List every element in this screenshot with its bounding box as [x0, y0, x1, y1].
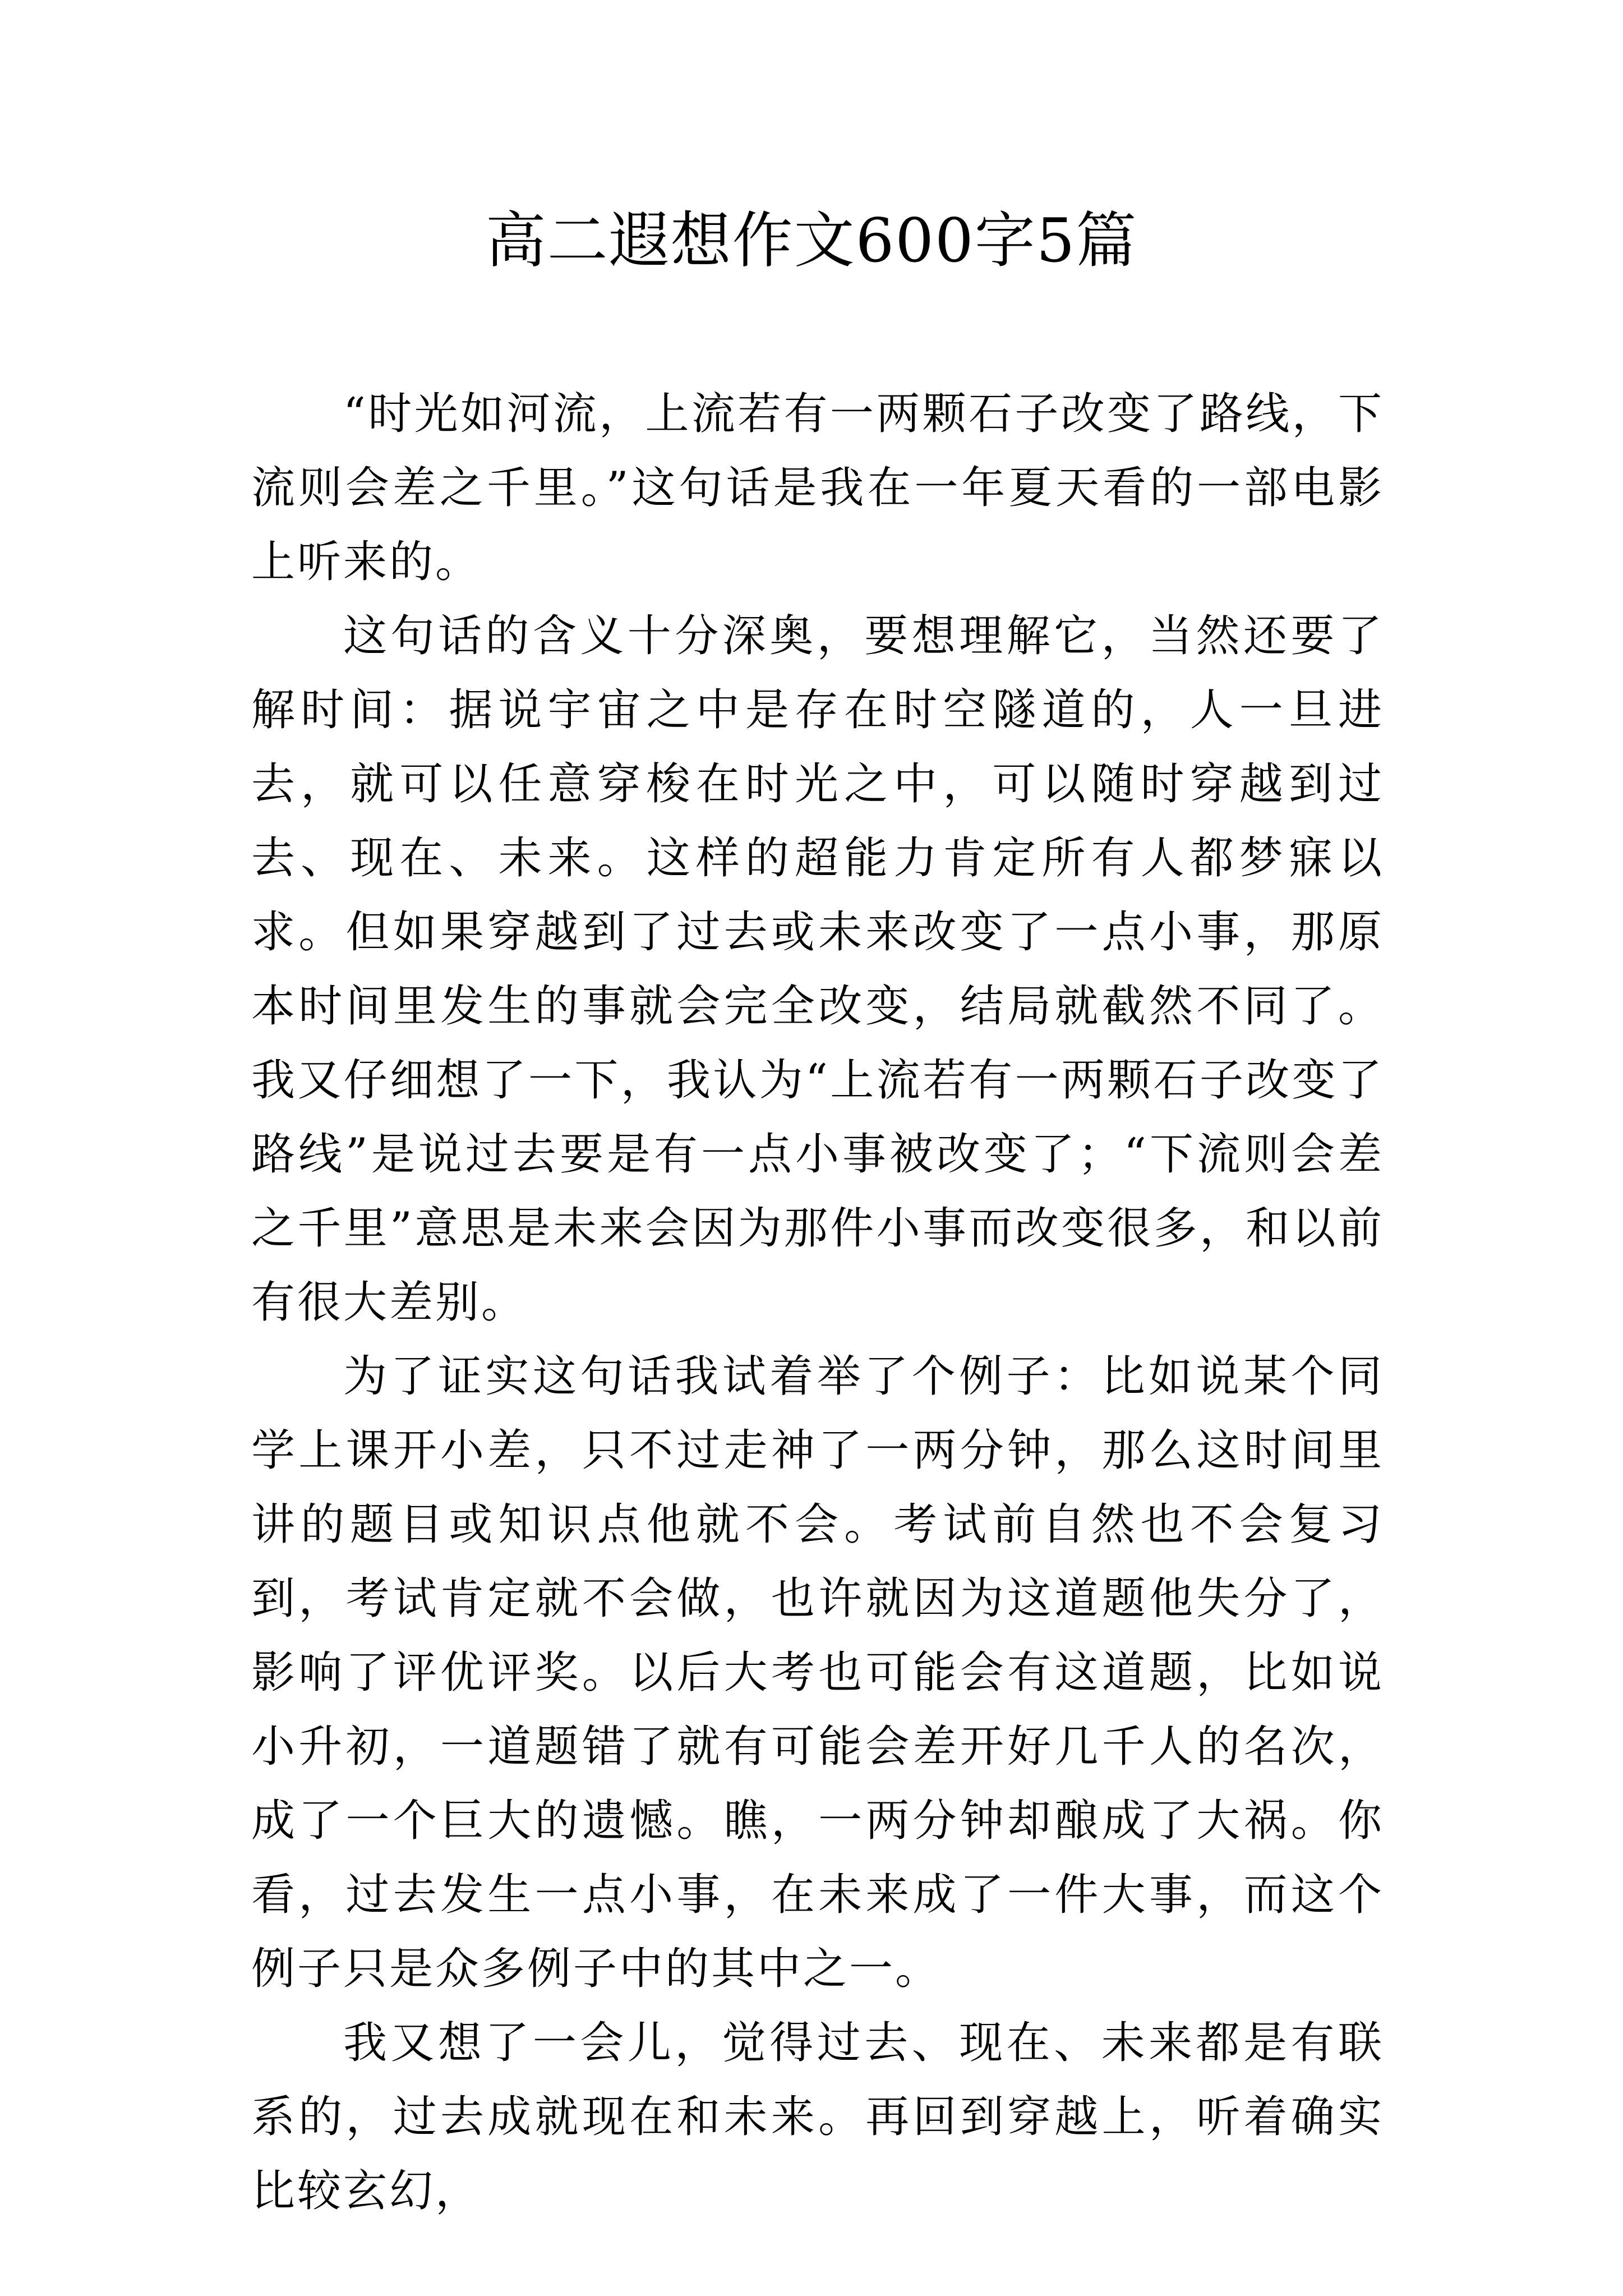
paragraph-2: 这句话的含义十分深奥，要想理解它，当然还要了解时间：据说宇宙之中是存在时空隧道的，人一旦进去，就可以任意穿梭在时光之中，可以随时穿越到过去、现在、未来。这样的超能力肯定所有人都梦寐以求。但如果穿越到了过去或未来改变了一点小事，那原本时间里发生的事就会完全改变，结局就截然不同了。我又仔细想了一下，我认为“上流若有一两颗石子改变了路线”是说过去要是有一点小事被改变了；“下流则会差之千里”意思是未来会因为那件小事而改变很多，和以前有很大差别。 — [251, 611, 1384, 1328]
paragraph-3: 为了证实这句话我试着举了个例子：比如说某个同学上课开小差，只不过走神了一两分钟，那么这时间里讲的题目或知识点他就不会。考试前自然也不会复习到，考试肯定就不会做，也许就因为这道题他失分了，影响了评优评奖。以后大考也可能会有这道题，比如说小升初，一道题错了就有可能会差开好几千人的名次，成了一个巨大的遗憾。瞧，一两分钟却酿成了大祸。你看，过去发生一点小事，在未来成了一件大事，而这个例子只是众多例子中的其中之一。 — [251, 1351, 1384, 1994]
document-body — [251, 377, 1384, 2228]
paragraph-1: “时光如河流，上流若有一两颗石子改变了路线，下流则会差之千里。”这句话是我在一年夏天看的一部电影上听来的。 — [251, 389, 1384, 587]
document-title: 高二遐想作文600字5篇 — [485, 206, 1138, 276]
paragraph-4: 我又想了一会儿，觉得过去、现在、未来都是有联系的，过去成就现在和未来。再回到穿越上，听着确实比较玄幻， — [251, 2018, 1384, 2216]
